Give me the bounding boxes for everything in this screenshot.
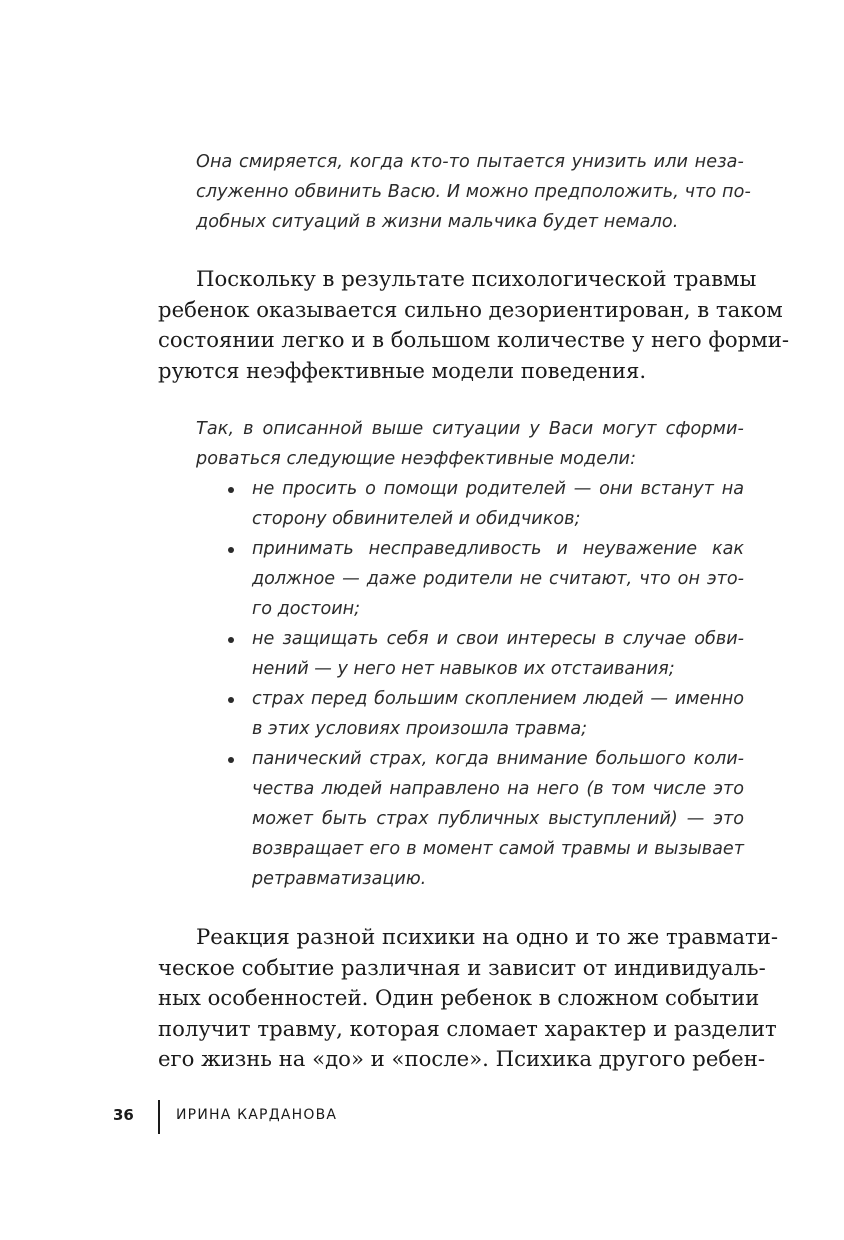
italic-intro: [196, 147, 751, 237]
bullet-icon: [228, 487, 234, 493]
text-line: сторону обвинителей и обидчиков;: [252, 509, 581, 529]
text-line: Так, в описанной выше ситуации у Васи могут сформи-: [196, 419, 744, 439]
text-line: его жизнь на «до» и «после». Психика другого ребен-: [158, 1046, 765, 1071]
text-line: добных ситуаций в жизни мальчика будет немало.: [196, 212, 679, 232]
list-item: [226, 624, 744, 684]
text-line: нений — у него нет навыков их отстаивания;: [252, 659, 675, 679]
paragraph-1: [158, 264, 789, 386]
text-line: Реакция разной психики на одно и то же травмати-: [196, 924, 778, 949]
page-number: 36: [113, 1106, 134, 1124]
text-line: го достоин;: [252, 599, 361, 619]
text-line: ных особенностей. Один ребенок в сложном событии: [158, 985, 760, 1010]
italic-example: [196, 414, 744, 474]
text-line: ческое событие различная и зависит от индивидуаль-: [158, 954, 766, 980]
text-line: должное — даже родители не считают, что он это-: [252, 569, 744, 589]
text-line: панический страх, когда внимание большого коли-: [252, 749, 744, 769]
text-line: возвращает его в момент самой травмы и вызывает: [252, 839, 744, 859]
list-item: [226, 534, 744, 624]
text-line: страх перед большим скоплением людей — именно: [252, 689, 744, 709]
text-line: принимать несправедливость и неуважение как: [252, 539, 744, 559]
text-line: получит травму, которая сломает характер и разделит: [158, 1015, 777, 1041]
footer-divider: [158, 1100, 160, 1134]
author-name: ИРИНА КАРДАНОВА: [176, 1107, 338, 1123]
text-line: состоянии легко и в большом количестве у него форми-: [158, 327, 789, 352]
paragraph-2: [158, 922, 778, 1075]
text-line: в этих условиях произошла травма;: [252, 719, 588, 739]
list-item: [226, 684, 744, 744]
text-line: ретравматизацию.: [252, 869, 427, 889]
bullet-icon: [228, 637, 234, 643]
list-item: [226, 474, 744, 534]
page-footer: [113, 1100, 513, 1134]
text-line: может быть страх публичных выступлений) — это: [252, 809, 744, 829]
text-line: не защищать себя и свои интересы в случае обви-: [252, 629, 744, 649]
text-line: чества людей направлено на него (в том числе это: [252, 779, 744, 799]
text-line: Поскольку в результате психологической травмы: [196, 266, 757, 291]
bullet-icon: [228, 757, 234, 763]
list-item: [226, 744, 744, 894]
text-line: ребенок оказывается сильно дезориентирован, в таком: [158, 296, 783, 322]
text-line: не просить о помощи родителей — они встанут на: [252, 479, 744, 499]
bullet-icon: [228, 697, 234, 703]
text-line: руются неэффективные модели поведения.: [158, 357, 647, 383]
text-line: Она смиряется, когда кто-то пытается унизить или неза-: [196, 152, 744, 172]
bullet-list: [226, 474, 744, 894]
bullet-icon: [228, 547, 234, 553]
text-line: роваться следующие неэффективные модели:: [196, 449, 637, 469]
text-line: служенно обвинить Васю. И можно предположить, что по-: [196, 182, 751, 202]
